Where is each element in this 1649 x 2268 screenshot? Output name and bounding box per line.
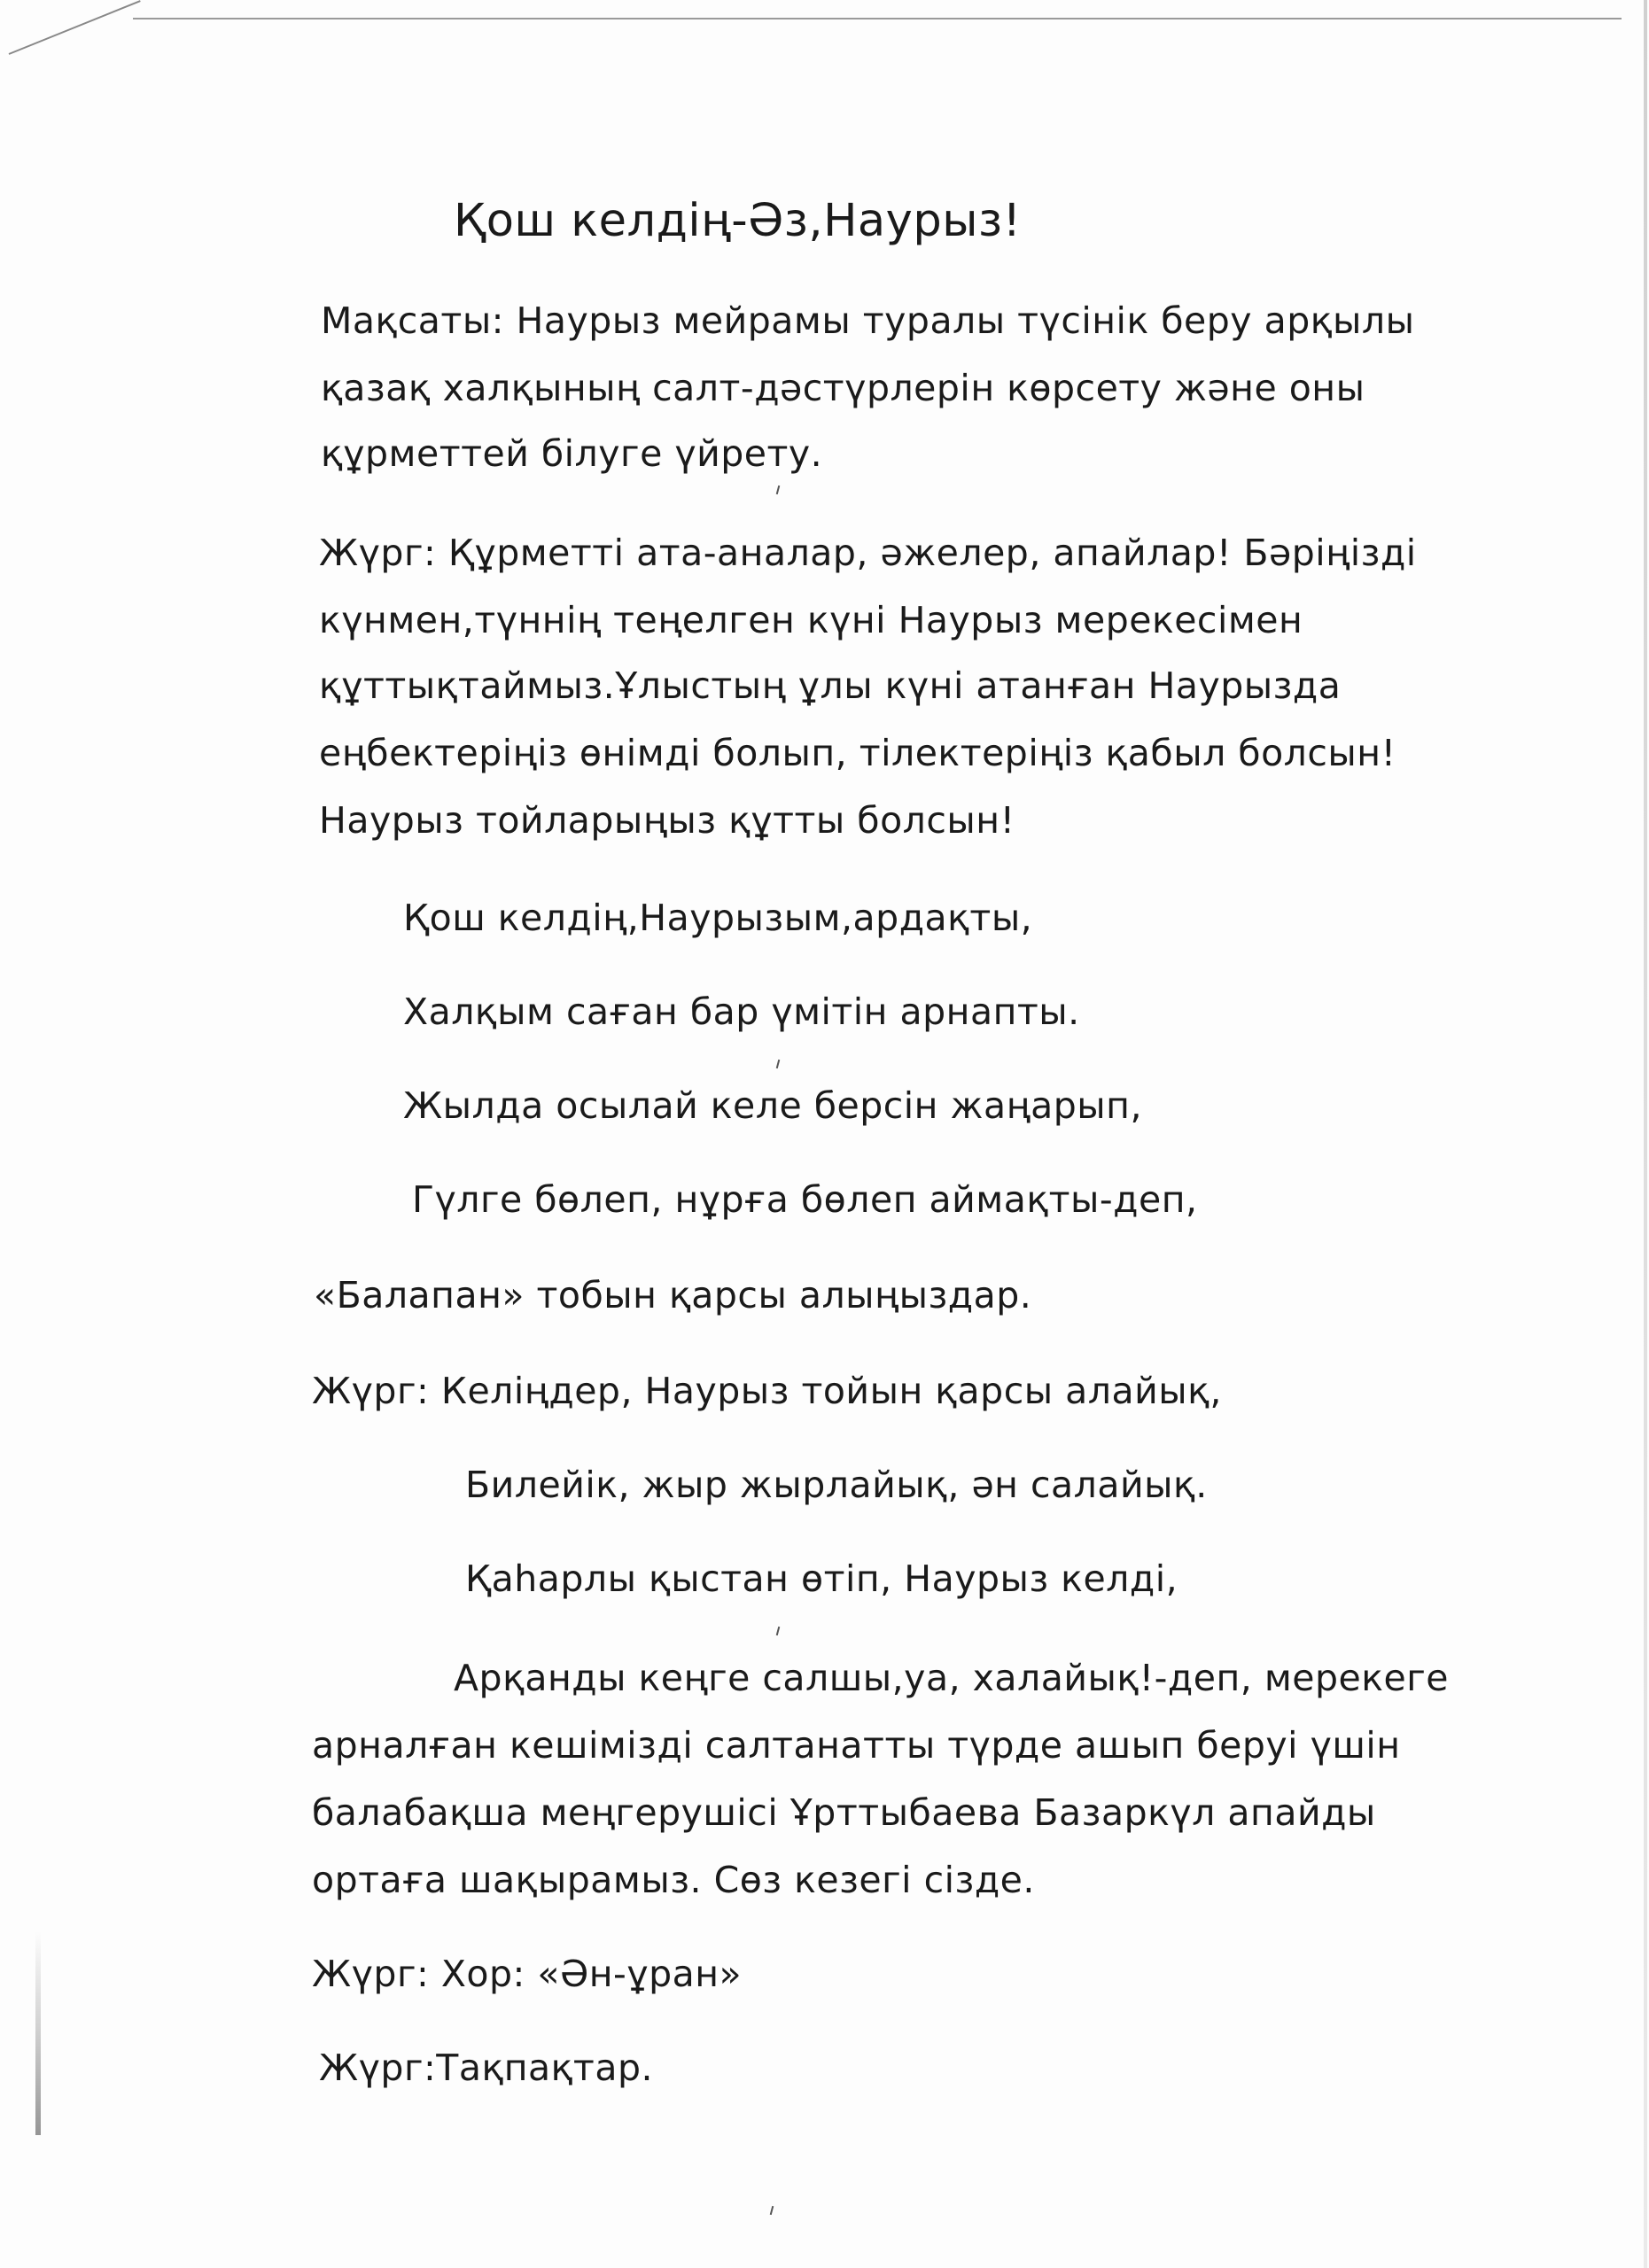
scan-speck	[776, 1627, 781, 1635]
poem2-line: Жүрг: Келіңдер, Наурыз тойын қарсы алайық,	[312, 1370, 1222, 1412]
recital-line: Жүрг:Тақпақтар.	[319, 2047, 654, 2089]
welcome-line: «Балапан» тобын қарсы алыңыздар.	[314, 1274, 1032, 1317]
closing-line: балабақша меңгерушісі Ұрттыбаева Базаркүл апайды	[312, 1791, 1376, 1834]
goal-line: құрметтей білуге үйрету.	[321, 432, 823, 475]
poem-line: Халқым саған бар үмітін арнапты.	[403, 990, 1080, 1033]
scan-left-smudge	[35, 1931, 41, 2135]
poem-line: Қош келдің,Наурызым,ардақты,	[403, 897, 1033, 939]
poem2-line: Билейік, жыр жырлайық, ән салайық.	[465, 1464, 1208, 1506]
intro-line: құттықтаймыз.Ұлыстың ұлы күні атанған Наурызда	[319, 664, 1342, 707]
poem2-line: Қаһарлы қыстан өтіп, Наурыз келді,	[465, 1557, 1178, 1600]
closing-line: ортаға шақырамыз. Сөз кезегі сізде.	[312, 1859, 1035, 1901]
poem-line: Жылда осылай келе берсін жаңарып,	[403, 1084, 1143, 1127]
document-title: Қош келдің-Әз,Наурыз!	[454, 195, 1022, 247]
intro-line: күнмен,түннің теңелген күні Наурыз мерекесімен	[319, 599, 1303, 641]
closing-line: Арқанды кеңге салшы,уа, халайық!-деп, мерекеге	[454, 1657, 1449, 1699]
goal-line: қазақ халқының салт-дәстүрлерін көрсету және оны	[321, 367, 1365, 409]
intro-line: еңбектеріңіз өнімді болып, тілектеріңіз қабыл болсын!	[319, 732, 1396, 774]
scan-speck	[776, 1060, 781, 1068]
closing-line: арналған кешімізді салтанатты түрде ашып беруі үшін	[312, 1724, 1401, 1767]
scan-speck	[776, 485, 781, 494]
poem-line: Гүлге бөлеп, нұрға бөлеп аймақты-деп,	[412, 1178, 1198, 1221]
scan-right-edge	[1644, 0, 1647, 2268]
goal-line: Мақсаты: Наурыз мейрамы туралы түсінік беру арқылы	[321, 299, 1415, 342]
scan-border-line	[133, 18, 1622, 19]
intro-line: Наурыз тойларыңыз құтты болсын!	[319, 799, 1015, 842]
intro-line: Жүрг: Құрметті ата-аналар, әжелер, апайлар! Бәріңізді	[319, 532, 1417, 574]
choir-line: Жүрг: Хор: «Ән-ұран»	[312, 1953, 743, 1995]
scan-corner-mark	[9, 0, 141, 55]
scan-speck	[770, 2206, 774, 2215]
